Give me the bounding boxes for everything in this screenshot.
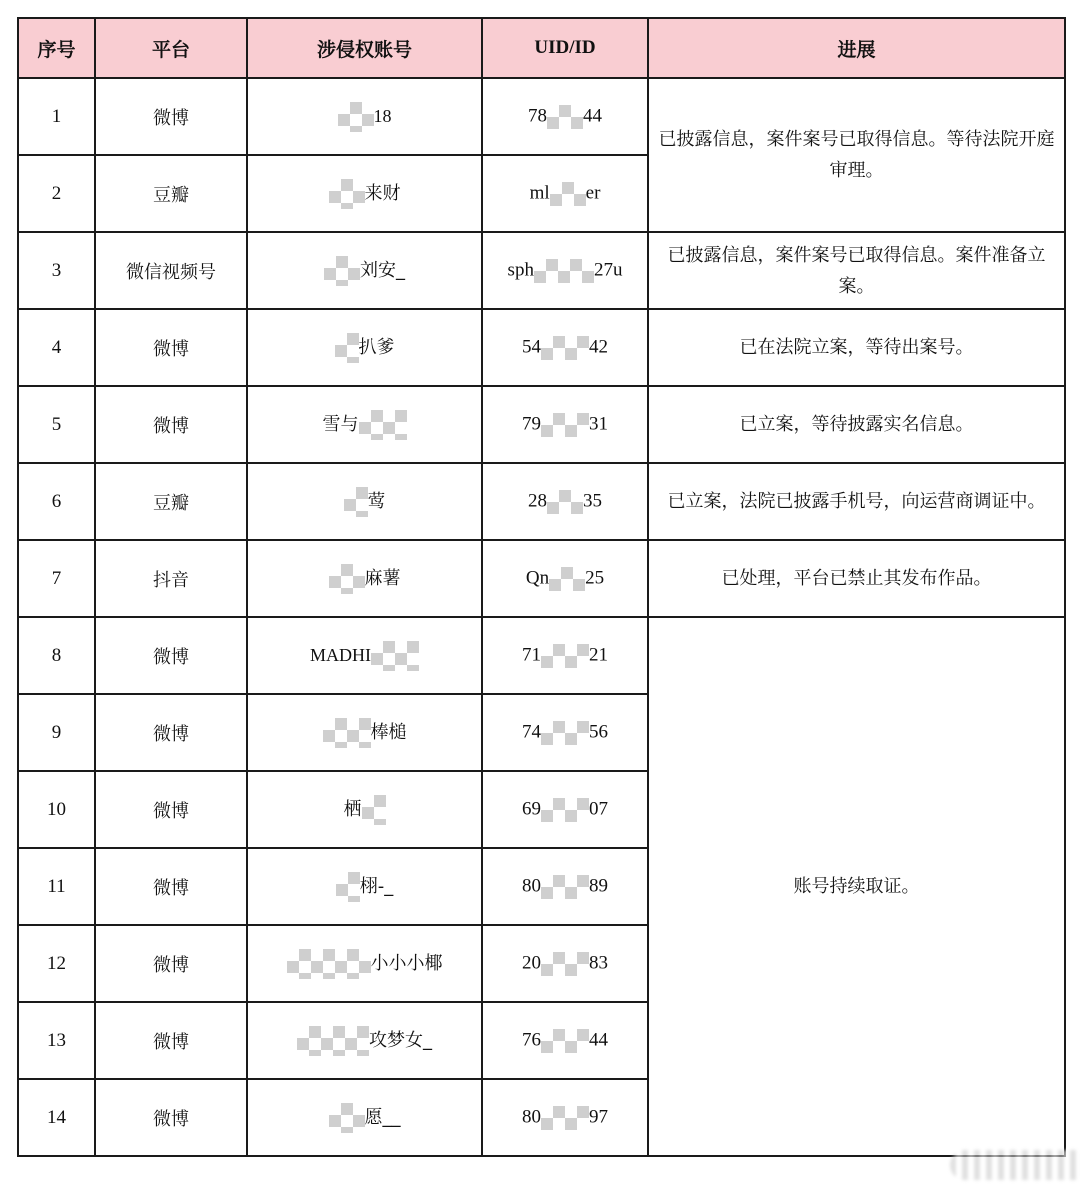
cell-number: 8 (18, 617, 95, 694)
cell-account (247, 78, 482, 155)
uid-visible-suffix: 27u (593, 258, 623, 280)
redaction-mosaic (324, 256, 360, 286)
cell-account (247, 848, 482, 925)
table-row (18, 463, 1065, 540)
column-header-number: 序号 (18, 18, 95, 78)
cell-number: 14 (18, 1079, 95, 1156)
redaction-mosaic (329, 564, 365, 594)
account-visible-suffix: 愿__ (364, 1106, 401, 1128)
cell-account (247, 771, 482, 848)
cell-number: 1 (18, 78, 95, 155)
uid-visible-prefix: 74 (522, 720, 541, 742)
cell-account (247, 309, 482, 386)
table-row (18, 309, 1065, 386)
uid-visible-suffix: 56 (589, 720, 608, 742)
cell-account (247, 232, 482, 309)
cell-number: 12 (18, 925, 95, 1002)
uid-visible-suffix: 25 (585, 566, 605, 588)
cell-uid (482, 925, 648, 1002)
uid-visible-suffix: 83 (589, 951, 608, 973)
uid-visible-prefix: 80 (522, 1105, 541, 1127)
redaction-mosaic (541, 644, 589, 668)
cell-account (247, 463, 482, 540)
uid-visible-prefix: ml (529, 181, 550, 203)
cell-platform: 微博 (95, 617, 247, 694)
cell-platform: 抖音 (95, 540, 247, 617)
redaction-mosaic (338, 102, 374, 132)
redaction-mosaic (547, 105, 583, 129)
redaction-mosaic (336, 872, 360, 902)
column-header-platform: 平台 (95, 18, 247, 78)
redaction-mosaic (534, 259, 594, 283)
cell-platform: 豆瓣 (95, 155, 247, 232)
uid-visible-suffix: 97 (589, 1105, 608, 1127)
account-visible-suffix: 攻梦女_ (369, 1029, 432, 1051)
cell-platform: 微博 (95, 1079, 247, 1156)
cell-account (247, 925, 482, 1002)
redaction-mosaic (541, 721, 589, 745)
table-row (18, 386, 1065, 463)
cell-uid (482, 78, 648, 155)
table-row (18, 617, 1065, 694)
cell-number: 10 (18, 771, 95, 848)
account-visible-suffix: 扒爹 (358, 336, 395, 358)
account-visible-suffix: 栩-_ (359, 875, 394, 897)
uid-visible-prefix: 76 (522, 1028, 541, 1050)
cell-platform: 微博 (95, 78, 247, 155)
cell-uid (482, 771, 648, 848)
table-header-row (18, 18, 1065, 78)
redaction-mosaic (323, 718, 371, 748)
uid-visible-suffix: 89 (589, 874, 608, 896)
account-visible-suffix: 18 (373, 105, 392, 126)
uid-visible-suffix: 44 (583, 104, 602, 126)
table-body (18, 78, 1065, 1156)
uid-visible-suffix: 07 (589, 797, 608, 819)
account-visible-prefix: 栖 (343, 798, 362, 820)
cell-progress: 已在法院立案，等待出案号。 (648, 309, 1065, 386)
uid-visible-prefix: 54 (522, 335, 541, 357)
cell-account (247, 386, 482, 463)
account-visible-suffix: 棒槌 (370, 721, 407, 743)
blurred-watermark (950, 1150, 1080, 1180)
redaction-mosaic (541, 336, 589, 360)
uid-visible-suffix: 42 (589, 335, 608, 357)
cell-platform: 微博 (95, 309, 247, 386)
cell-number: 7 (18, 540, 95, 617)
cell-account (247, 617, 482, 694)
uid-visible-prefix: 78 (528, 104, 547, 126)
cell-number: 2 (18, 155, 95, 232)
uid-visible-prefix: sph (507, 258, 534, 280)
uid-visible-prefix: 20 (522, 951, 541, 973)
cell-uid (482, 309, 648, 386)
redaction-mosaic (344, 487, 368, 517)
uid-visible-prefix: 28 (528, 489, 547, 511)
redaction-mosaic (549, 567, 585, 591)
redaction-mosaic (541, 952, 589, 976)
redaction-mosaic (541, 1029, 589, 1053)
redaction-mosaic (297, 1026, 369, 1056)
infringement-table-container (17, 17, 1066, 1157)
uid-visible-suffix: 44 (589, 1028, 608, 1050)
redaction-mosaic (287, 949, 371, 979)
account-visible-suffix: 来财 (364, 182, 401, 204)
cell-progress: 已立案，法院已披露手机号，向运营商调证中。 (648, 463, 1065, 540)
cell-platform: 豆瓣 (95, 463, 247, 540)
redaction-mosaic (371, 641, 419, 671)
column-header-progress: 进展 (648, 18, 1065, 78)
cell-platform: 微博 (95, 848, 247, 925)
uid-visible-prefix: 71 (522, 643, 541, 665)
uid-visible-prefix: 80 (522, 874, 541, 896)
redaction-mosaic (541, 798, 589, 822)
redaction-mosaic (550, 182, 586, 206)
redaction-mosaic (541, 413, 589, 437)
cell-platform: 微博 (95, 771, 247, 848)
uid-visible-prefix: Qn (525, 566, 550, 588)
cell-number: 9 (18, 694, 95, 771)
cell-platform: 微博 (95, 694, 247, 771)
infringement-case-table (17, 17, 1066, 1157)
cell-uid (482, 540, 648, 617)
account-visible-prefix: 雪与 (322, 413, 359, 435)
redaction-mosaic (541, 1106, 589, 1130)
column-header-account: 涉侵权账号 (247, 18, 482, 78)
cell-account (247, 155, 482, 232)
cell-uid (482, 155, 648, 232)
cell-progress: 已披露信息，案件案号已取得信息。案件准备立案。 (648, 232, 1065, 309)
cell-platform: 微博 (95, 1002, 247, 1079)
account-visible-suffix: 刘安_ (360, 259, 405, 281)
uid-visible-suffix: 21 (589, 643, 608, 665)
uid-visible-prefix: 69 (522, 797, 541, 819)
cell-progress: 账号持续取证。 (648, 617, 1065, 1156)
redaction-mosaic (329, 1103, 365, 1133)
cell-uid (482, 386, 648, 463)
cell-uid (482, 848, 648, 925)
cell-account (247, 694, 482, 771)
cell-progress: 已立案，等待披露实名信息。 (648, 386, 1065, 463)
cell-account (247, 1079, 482, 1156)
table-row (18, 540, 1065, 617)
uid-visible-suffix: 31 (589, 412, 608, 434)
account-visible-suffix: 麻薯 (364, 567, 401, 589)
uid-visible-suffix: er (585, 181, 601, 203)
watermark-blur (950, 1150, 1080, 1180)
cell-account (247, 1002, 482, 1079)
uid-visible-prefix: 79 (522, 412, 541, 434)
cell-uid (482, 1079, 648, 1156)
cell-platform: 微博 (95, 925, 247, 1002)
cell-platform: 微博 (95, 386, 247, 463)
redaction-mosaic (547, 490, 583, 514)
cell-progress: 已披露信息，案件案号已取得信息。等待法院开庭审理。 (648, 78, 1065, 232)
redaction-mosaic (359, 410, 407, 440)
redaction-mosaic (541, 875, 589, 899)
cell-number: 6 (18, 463, 95, 540)
cell-number: 13 (18, 1002, 95, 1079)
cell-uid (482, 463, 648, 540)
column-header-uid: UID/ID (482, 18, 648, 78)
cell-uid (482, 617, 648, 694)
cell-number: 3 (18, 232, 95, 309)
account-visible-suffix: 小小小椰 (370, 952, 443, 974)
cell-platform: 微信视频号 (95, 232, 247, 309)
account-visible-prefix: MADHI (310, 644, 371, 665)
redaction-mosaic (335, 333, 359, 363)
table-row (18, 78, 1065, 155)
cell-account (247, 540, 482, 617)
account-visible-suffix: 莺 (367, 490, 386, 512)
table-row (18, 232, 1065, 309)
cell-uid (482, 1002, 648, 1079)
cell-number: 11 (18, 848, 95, 925)
cell-uid (482, 232, 648, 309)
cell-uid (482, 694, 648, 771)
redaction-mosaic (362, 795, 386, 825)
uid-visible-suffix: 35 (583, 489, 602, 511)
redaction-mosaic (329, 179, 365, 209)
cell-number: 5 (18, 386, 95, 463)
cell-progress: 已处理，平台已禁止其发布作品。 (648, 540, 1065, 617)
cell-number: 4 (18, 309, 95, 386)
